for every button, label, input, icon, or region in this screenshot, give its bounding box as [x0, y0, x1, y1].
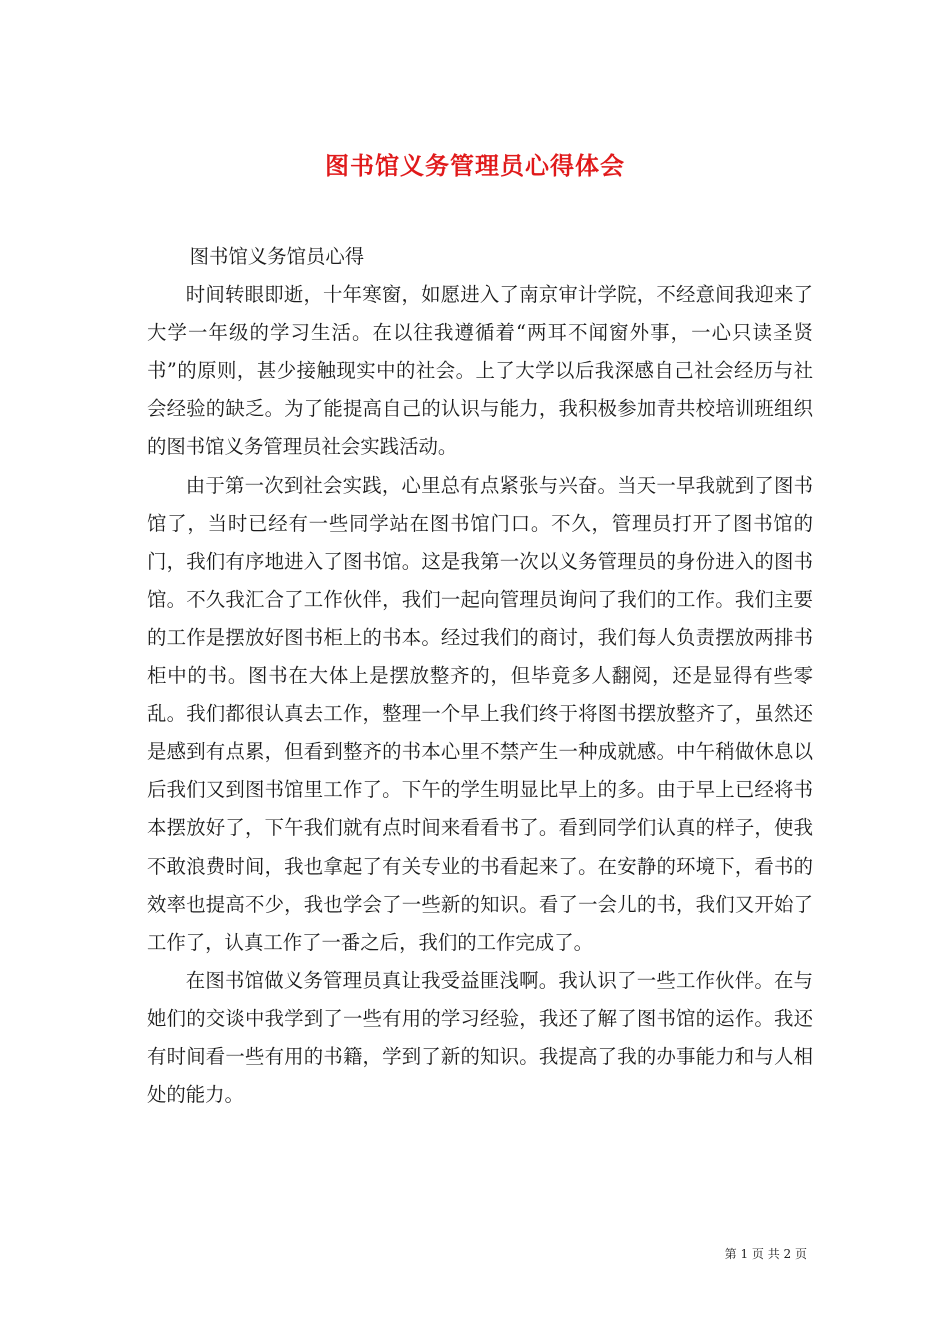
document-body — [147, 238, 813, 1114]
paragraph-2: 由于第一次到社会实践，心里总有点紧张与兴奋。当天一早我就到了图书馆了，当时已经有一些同学站在图书馆门口。不久，管理员打开了图书馆的门，我们有序地进入了图书馆。这是我第一次以义务管理员的身份进入的图书馆。不久我汇合了工作伙伴，我们一起向管理员询问了我们的工作。我们主要的工作是摆放好图书柜上的书本。经过我们的商讨，我们每人负责摆放两排书柜中的书。图书在大体上是摆放整齐的，但毕竟多人翻阅，还是显得有些零乱。我们都很认真去工作，整理一个早上我们终于将图书摆放整齐了，虽然还是感到有点累，但看到整齐的书本心里不禁产生一种成就感。中午稍做休息以后我们又到图书馆里工作了。下午的学生明显比早上的多。由于早上已经将书本摆放好了，下午我们就有点时间来看看书了。看到同学们认真的样子，使我不敢浪费时间，我也拿起了有关专业的书看起来了。在安静的环境下，看书的效率也提高不少，我也学会了一些新的知识。看了一会儿的书，我们又开始了工作了，认真工作了一番之后，我们的工作完成了。 — [147, 473, 813, 954]
page-number-footer: 第 1 页 共 2 页 — [724, 1247, 807, 1261]
document-title: 图书馆义务管理员心得体会 — [325, 151, 625, 181]
paragraph-1: 时间转眼即逝，十年寒窗，如愿进入了南京审计学院，不经意间我迎来了大学一年级的学习生活。在以往我遵循着“两耳不闻窗外事，一心只读圣贤书”的原则，甚少接触现实中的社会。上了大学以后我深感自己社会经历与社会经验的缺乏。为了能提高自己的认识与能力，我积极参加青共校培训班组织的图书馆义务管理员社会实践活动。 — [147, 283, 813, 459]
paragraph-3: 在图书馆做义务管理员真让我受益匪浅啊。我认识了一些工作伙伴。在与她们的交谈中我学到了一些有用的学习经验，我还了解了图书馆的运作。我还有时间看一些有用的书籍，学到了新的知识。我提高了我的办事能力和与人相处的能力。 — [147, 968, 813, 1107]
document-subtitle: 图书馆义务馆员心得 — [189, 245, 365, 268]
